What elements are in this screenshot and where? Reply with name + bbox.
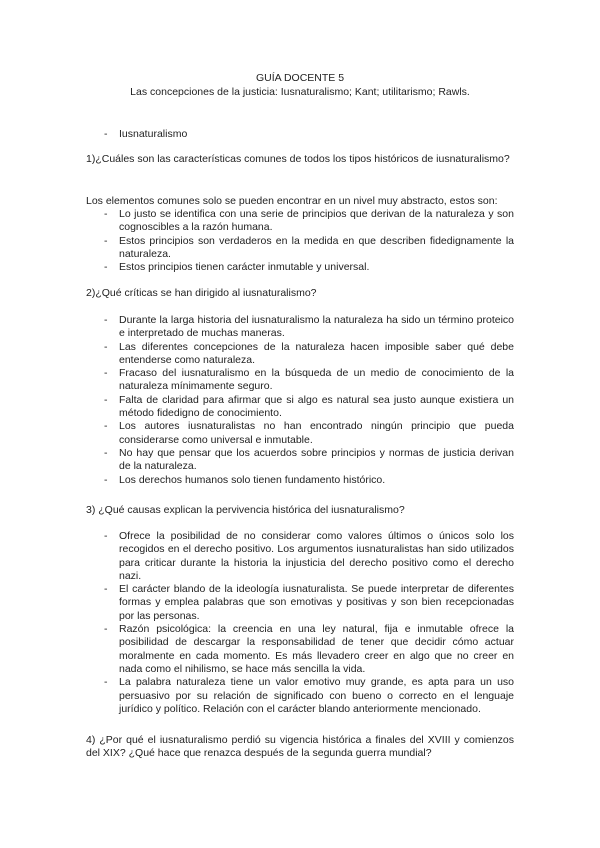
list-item — [86, 420, 514, 447]
list-item — [86, 530, 514, 583]
list-item-text: Lo justo se identifica con una serie de principios que derivan de la naturaleza y son cognoscibles a la razón humana. — [119, 208, 514, 234]
list-item — [86, 261, 514, 274]
question-2: 2)¿Qué críticas se han dirigido al iusnaturalismo? — [86, 287, 317, 299]
list-item — [86, 235, 514, 262]
bullet-dash: - — [104, 676, 108, 689]
bullet-dash: - — [104, 367, 108, 380]
list-item — [86, 128, 514, 141]
document-title: GUÍA DOCENTE 5 — [255, 72, 345, 84]
bullet-dash: - — [104, 473, 108, 486]
bullet-dash: - — [104, 393, 108, 406]
question-2-list — [86, 314, 514, 487]
bullet-dash: - — [104, 261, 108, 274]
bullet-dash: - — [104, 583, 108, 596]
list-item — [86, 208, 514, 235]
bullet-dash: - — [104, 340, 108, 353]
bullet-dash: - — [104, 208, 108, 220]
section-heading — [86, 128, 514, 141]
list-item-text: Los derechos humanos solo tienen fundamento histórico. — [119, 473, 386, 486]
list-item-text: Razón psicológica: la creencia en una ley natural, fija e inmutable ofrece la posibilidad de descargar la responsabilidad de tener que decidir cómo actuar moralmente en cada momento. Es más llevadero creer en algo que no creer en nada como el nihilismo, se hace más sencilla la vida. — [119, 623, 514, 675]
list-item-text: Durante la larga historia del iusnaturalismo la naturaleza ha sido un término proteico e interpretado de muchas maneras. — [119, 314, 514, 340]
list-item-text: La palabra naturaleza tiene un valor emotivo muy grande, es apta para un uso persuasivo por su relación de significado con bueno o correcto en el lenguaje jurídico y político. Relación con el carácter blando anteriormente mencionado. — [119, 676, 514, 715]
bullet-dash: - — [104, 623, 108, 636]
list-item-text: Las diferentes concepciones de la naturaleza hacen imposible saber qué debe entenderse como naturaleza. — [119, 340, 514, 366]
bullet-dash: - — [104, 128, 108, 140]
list-item — [86, 341, 514, 368]
bullet-dash: - — [104, 314, 108, 326]
list-item-text: Estos principios tienen carácter inmutable y universal. — [119, 261, 370, 274]
list-item — [86, 474, 514, 487]
bullet-dash: - — [104, 234, 108, 247]
list-item-text: Estos principios son verdaderos en la medida en que describen fidedignamente la naturaleza. — [119, 234, 514, 260]
question-1-list — [86, 208, 514, 274]
bullet-dash: - — [104, 446, 108, 459]
section-label: Iusnaturalismo — [119, 128, 188, 140]
question-1-intro: Los elementos comunes solo se pueden encontrar en un nivel muy abstracto, estos son: — [86, 195, 498, 207]
document-subtitle: Las concepciones de la justicia: Iusnaturalismo; Kant; utilitarismo; Rawls. — [130, 86, 470, 98]
list-item — [86, 367, 514, 394]
list-item — [86, 314, 514, 341]
question-3: 3) ¿Qué causas explican la pervivencia histórica del iusnaturalismo? — [86, 504, 405, 516]
list-item-text: Los autores iusnaturalistas no han encontrado ningún principio que pueda considerarse como universal e inmutable. — [119, 420, 514, 446]
bullet-dash: - — [104, 420, 108, 433]
list-item — [86, 583, 514, 623]
list-item-text: Ofrece la posibilidad de no considerar como valores últimos o únicos solo los recogidos en el derecho positivo. Los argumentos iusnaturalistas han sido utilizados para criticar durante la historia la injusticia del derecho positivo como el derecho nazi. — [119, 530, 514, 582]
list-item — [86, 447, 514, 474]
list-item — [86, 394, 514, 421]
list-item — [86, 623, 514, 676]
question-3-list — [86, 530, 514, 716]
list-item — [86, 676, 514, 716]
question-1: 1)¿Cuáles son las características comunes de todos los tipos históricos de iusnaturalismo? — [86, 153, 510, 165]
list-item-text: Falta de claridad para afirmar que si algo es natural sea justo aunque existiera un método fidedigno de conocimiento. — [119, 393, 514, 420]
bullet-dash: - — [104, 530, 108, 542]
list-item-text: No hay que pensar que los acuerdos sobre principios y normas de justicia derivan de la naturaleza. — [119, 446, 514, 473]
question-4: 4) ¿Por qué el iusnaturalismo perdió su vigencia histórica a finales del XVIII y comienzos del XIX? ¿Qué hace que renazca después de la segunda guerra mundial? — [86, 734, 514, 760]
list-item-text: El carácter blando de la ideología iusnaturalista. Se puede interpretar de diferentes formas y emplea palabras que son emotivas y positivas y son bien recepcionadas por las personas. — [119, 583, 514, 622]
list-item-text: Fracaso del iusnaturalismo en la búsqueda de un medio de conocimiento de la naturaleza mínimamente seguro. — [119, 367, 514, 393]
